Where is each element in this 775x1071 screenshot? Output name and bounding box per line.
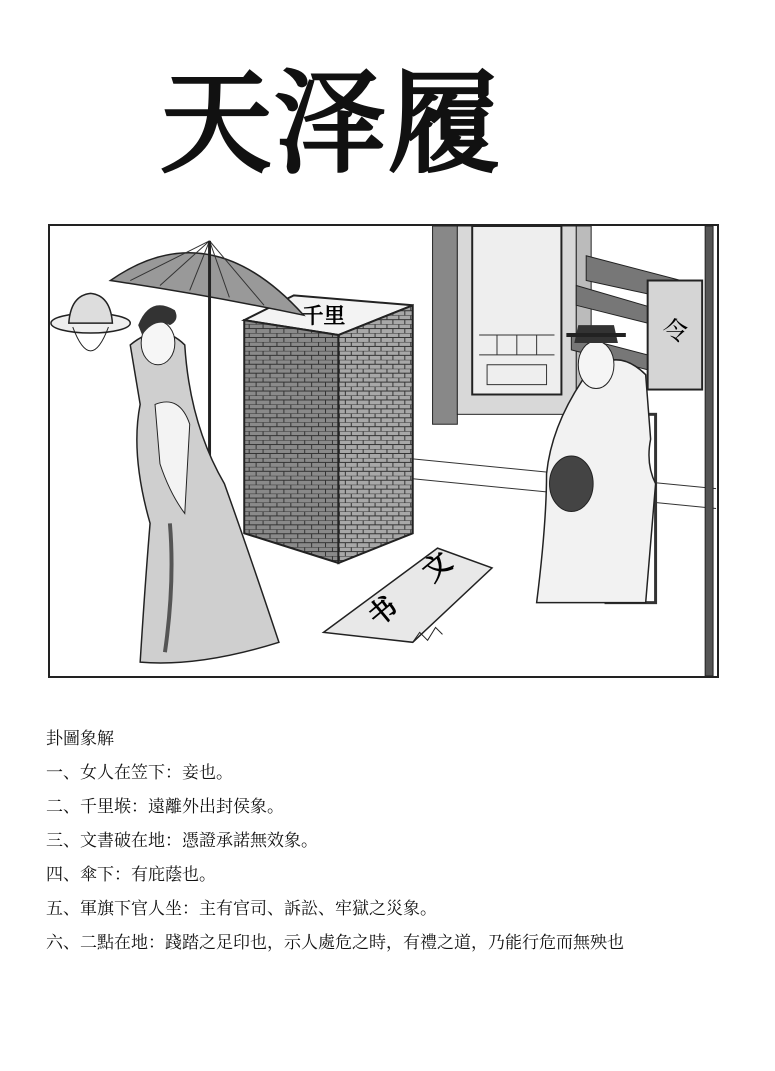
pillar-label: 千里 <box>301 304 346 330</box>
caption-block <box>46 722 624 960</box>
caption-line-4: 四、傘下：有庇蔭也。 <box>46 865 216 885</box>
caption-line-1: 一、女人在笠下：妾也。 <box>46 763 233 783</box>
document-char-1: 文 <box>415 545 459 589</box>
document-char-2: 书 <box>361 589 404 633</box>
caption-heading: 卦圖象解 <box>46 729 114 749</box>
straw-hat <box>51 293 130 350</box>
page-title: 天泽履 <box>160 59 502 189</box>
banner-label: 令 <box>662 316 689 347</box>
hexagram-illustration <box>48 224 719 678</box>
caption-line-2: 二、千里堠：遠離外出封侯象。 <box>46 797 284 817</box>
caption-line-5: 五、軍旗下官人坐：主有官司、訴訟、牢獄之災象。 <box>46 899 437 919</box>
illustration-svg <box>50 226 717 676</box>
caption-line-6: 六、二點在地：踐踏之足印也，示人處危之時，有禮之道，乃能行危而無殃也 <box>46 933 624 953</box>
caption-line-3: 三、文書破在地：憑證承諾無效象。 <box>46 831 318 851</box>
brick-pillar <box>244 295 413 563</box>
